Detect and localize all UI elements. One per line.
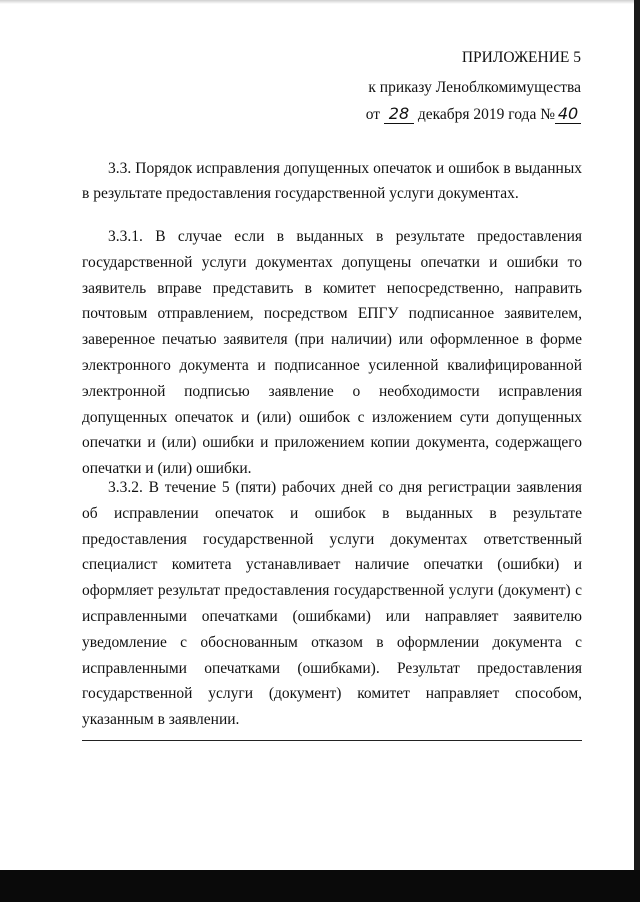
date-text: декабря 2019 года — [417, 106, 537, 123]
handwritten-number: 40 — [555, 105, 581, 124]
order-reference: к приказу Леноблкомимущества — [368, 79, 581, 96]
scan-right-edge — [634, 0, 640, 870]
scan-top-edge — [0, 0, 640, 4]
number-prefix: № — [540, 106, 555, 123]
section-heading: 3.3. Порядок исправления допущенных опечаток и ошибок в выданных в результате предоставления государственной услуги документах. — [82, 160, 582, 202]
paragraph-3-3-1: 3.3.1. В случае если в выданных в результате предоставления государственной услуги документах допущены опечатки и ошибки то заявитель вправе представить в комитет непосредственно, направить почтовым отправлением, посредством ЕПГУ подписанное заявителем, заверенное печатью заявителя (при наличии) или оформленное в форме электронного документа и подписанное усиленной квалифицированной электронной подписью заявление о необходимости исправления допущенных опечаток и (или) ошибок с изложением сути допущенных опечатки и (или) ошибки и приложением копии документа, содержащего опечатки и (или) ошибки. — [82, 228, 582, 478]
footnote-divider — [82, 740, 582, 741]
date-prefix: от — [365, 106, 381, 123]
scan-bottom-border — [0, 870, 640, 902]
paragraph-3-3-2: 3.3.2. В течение 5 (пяти) рабочих дней со дня регистрации заявления об исправлении опечаток и ошибок в выданных в результате предоставления государственной услуги документах ответственный специалист комитета устанавливает наличие опечатки (ошибки) и оформляет результат предоставления государственной услуги (документ) с исправленными опечатками (ошибками) или направляет заявителю уведомление с обоснованным отказом в оформлении документа с исправленными опечатками (ошибками). Результат предоставления государственной услуги (документ) комитет направляет способом, указанным в заявлении. — [82, 479, 582, 729]
order-date-line — [366, 103, 581, 126]
appendix-label: ПРИЛОЖЕНИЕ 5 — [461, 49, 581, 66]
document-header — [366, 46, 581, 126]
handwritten-day: 28 — [384, 105, 414, 124]
